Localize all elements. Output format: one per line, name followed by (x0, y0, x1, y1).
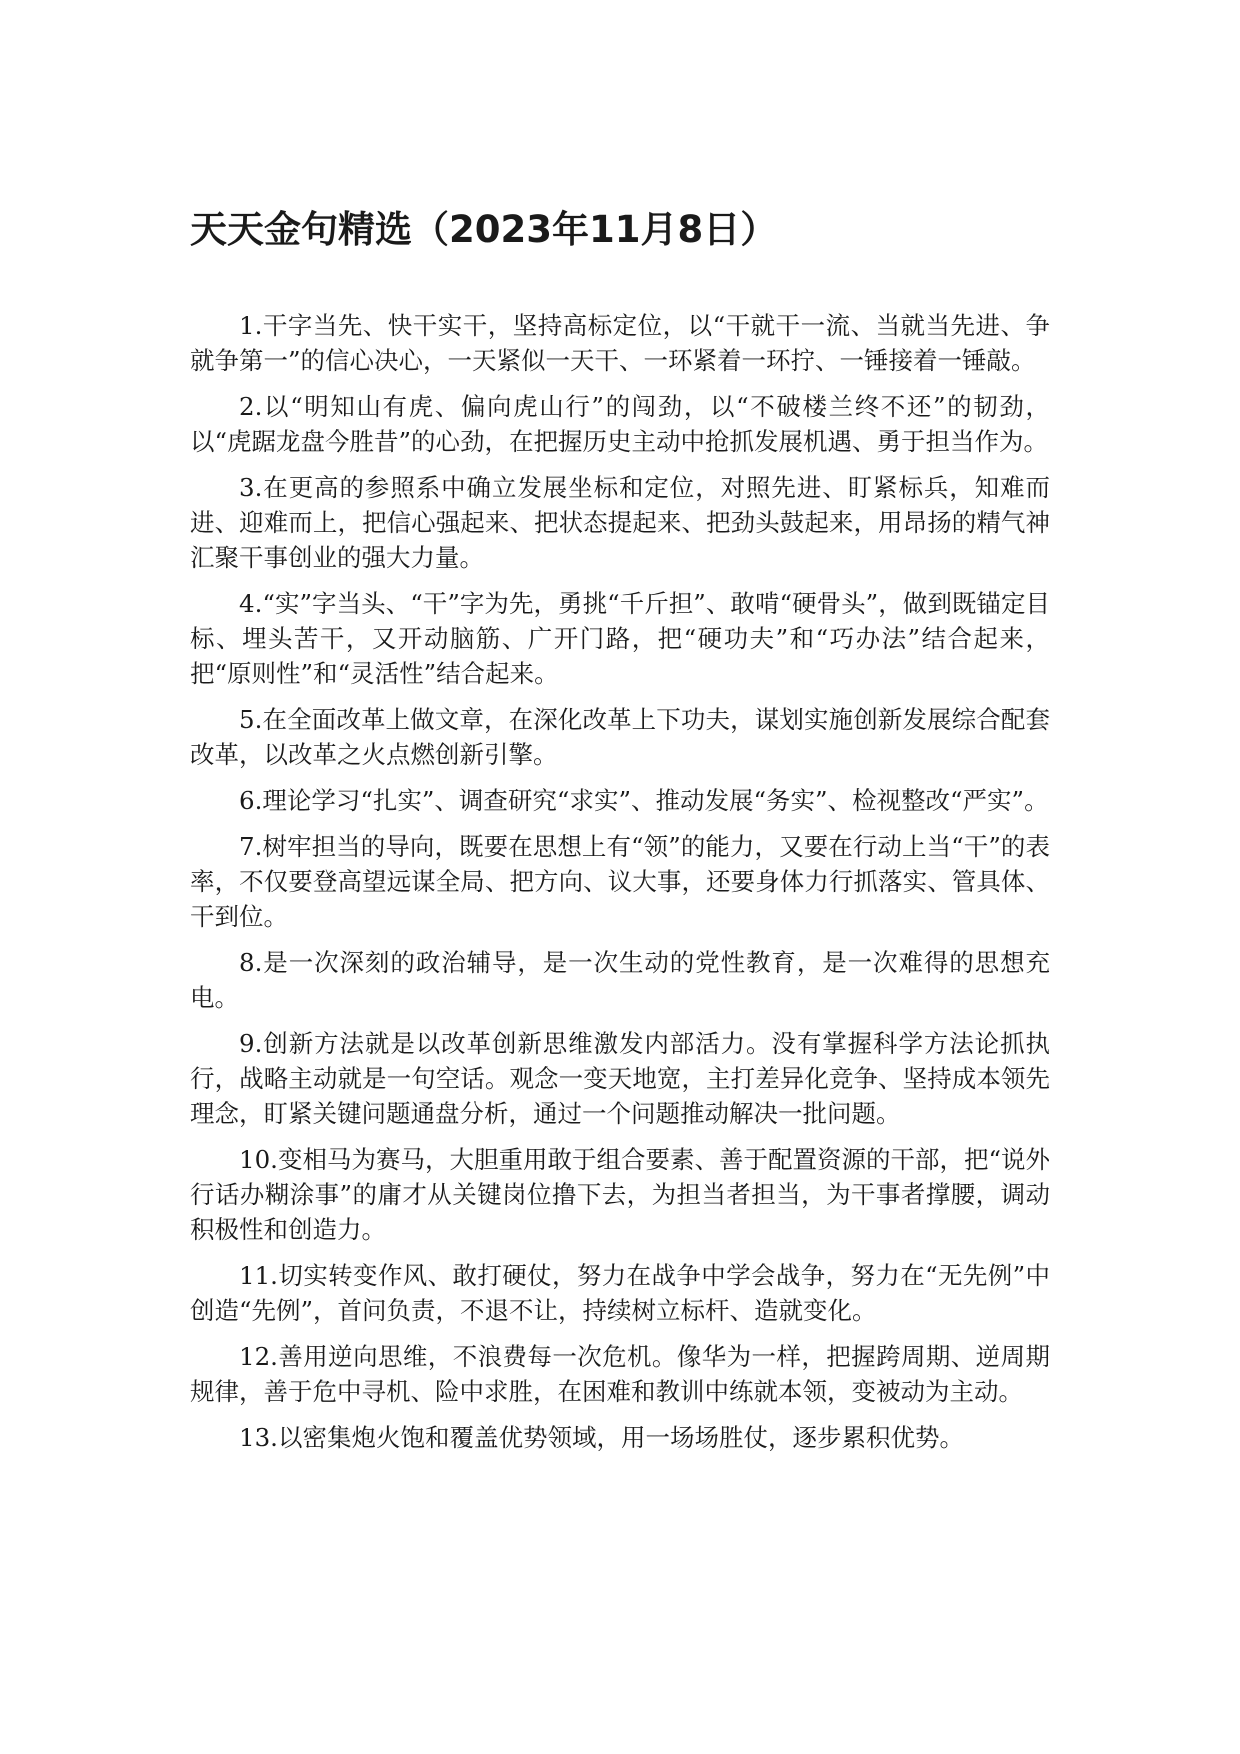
quote-paragraph-7: 7.树牢担当的导向，既要在思想上有“领”的能力，又要在行动上当“干”的表率，不仅要登高望远谋全局、把方向、议大事，还要身体力行抓落实、管具体、干到位。 (190, 832, 1050, 931)
quote-paragraph-10: 10.变相马为赛马，大胆重用敢于组合要素、善于配置资源的干部，把“说外行话办糊涂事”的庸才从关键岗位撸下去，为担当者担当，为干事者撑腰，调动积极性和创造力。 (190, 1145, 1050, 1244)
quote-paragraph-9: 9.创新方法就是以改革创新思维激发内部活力。没有掌握科学方法论抓执行，战略主动就是一句空话。观念一变天地宽，主打差异化竞争、坚持成本领先理念，盯紧关键问题通盘分析，通过一个问题推动解决一批问题。 (190, 1029, 1050, 1128)
quote-paragraph-8: 8.是一次深刻的政治辅导，是一次生动的党性教育，是一次难得的思想充电。 (190, 948, 1050, 1012)
quote-paragraph-12: 12.善用逆向思维，不浪费每一次危机。像华为一样，把握跨周期、逆周期规律，善于危中寻机、险中求胜，在困难和教训中练就本领，变被动为主动。 (190, 1342, 1050, 1406)
quote-paragraph-6: 6.理论学习“扎实”、调查研究“求实”、推动发展“务实”、检视整改“严实”。 (239, 786, 1049, 815)
document-body (190, 308, 1050, 1466)
quote-paragraph-3: 3.在更高的参照系中确立发展坐标和定位，对照先进、盯紧标兵，知难而进、迎难而上，把信心强起来、把状态提起来、把劲头鼓起来，用昂扬的精气神汇聚干事创业的强大力量。 (190, 473, 1050, 572)
quote-paragraph-4: 4.“实”字当头、“干”字为先，勇挑“千斤担”、敢啃“硬骨头”，做到既锚定目标、埋头苦干，又开动脑筋、广开门路，把“硬功夫”和“巧办法”结合起来，把“原则性”和“灵活性”结合起来。 (190, 589, 1050, 688)
quote-paragraph-11: 11.切实转变作风、敢打硬仗，努力在战争中学会战争，努力在“无先例”中创造“先例”，首问负责，不退不让，持续树立标杆、造就变化。 (190, 1261, 1050, 1325)
quote-paragraph-5: 5.在全面改革上做文章，在深化改革上下功夫，谋划实施创新发展综合配套改革，以改革之火点燃创新引擎。 (190, 705, 1050, 769)
page-title: 天天金句精选（2023年11月8日） (190, 208, 778, 251)
quote-paragraph-1: 1.干字当先、快干实干，坚持高标定位，以“干就干一流、当就当先进、争就争第一”的信心决心，一天紧似一天干、一环紧着一环拧、一锤接着一锤敲。 (190, 311, 1050, 375)
quote-paragraph-2: 2.以“明知山有虎、偏向虎山行”的闯劲，以“不破楼兰终不还”的韧劲，以“虎踞龙盘今胜昔”的心劲，在把握历史主动中抢抓发展机遇、勇于担当作为。 (190, 392, 1050, 456)
quote-paragraph-13: 13.以密集炮火饱和覆盖优势领域，用一场场胜仗，逐步累积优势。 (239, 1423, 964, 1452)
